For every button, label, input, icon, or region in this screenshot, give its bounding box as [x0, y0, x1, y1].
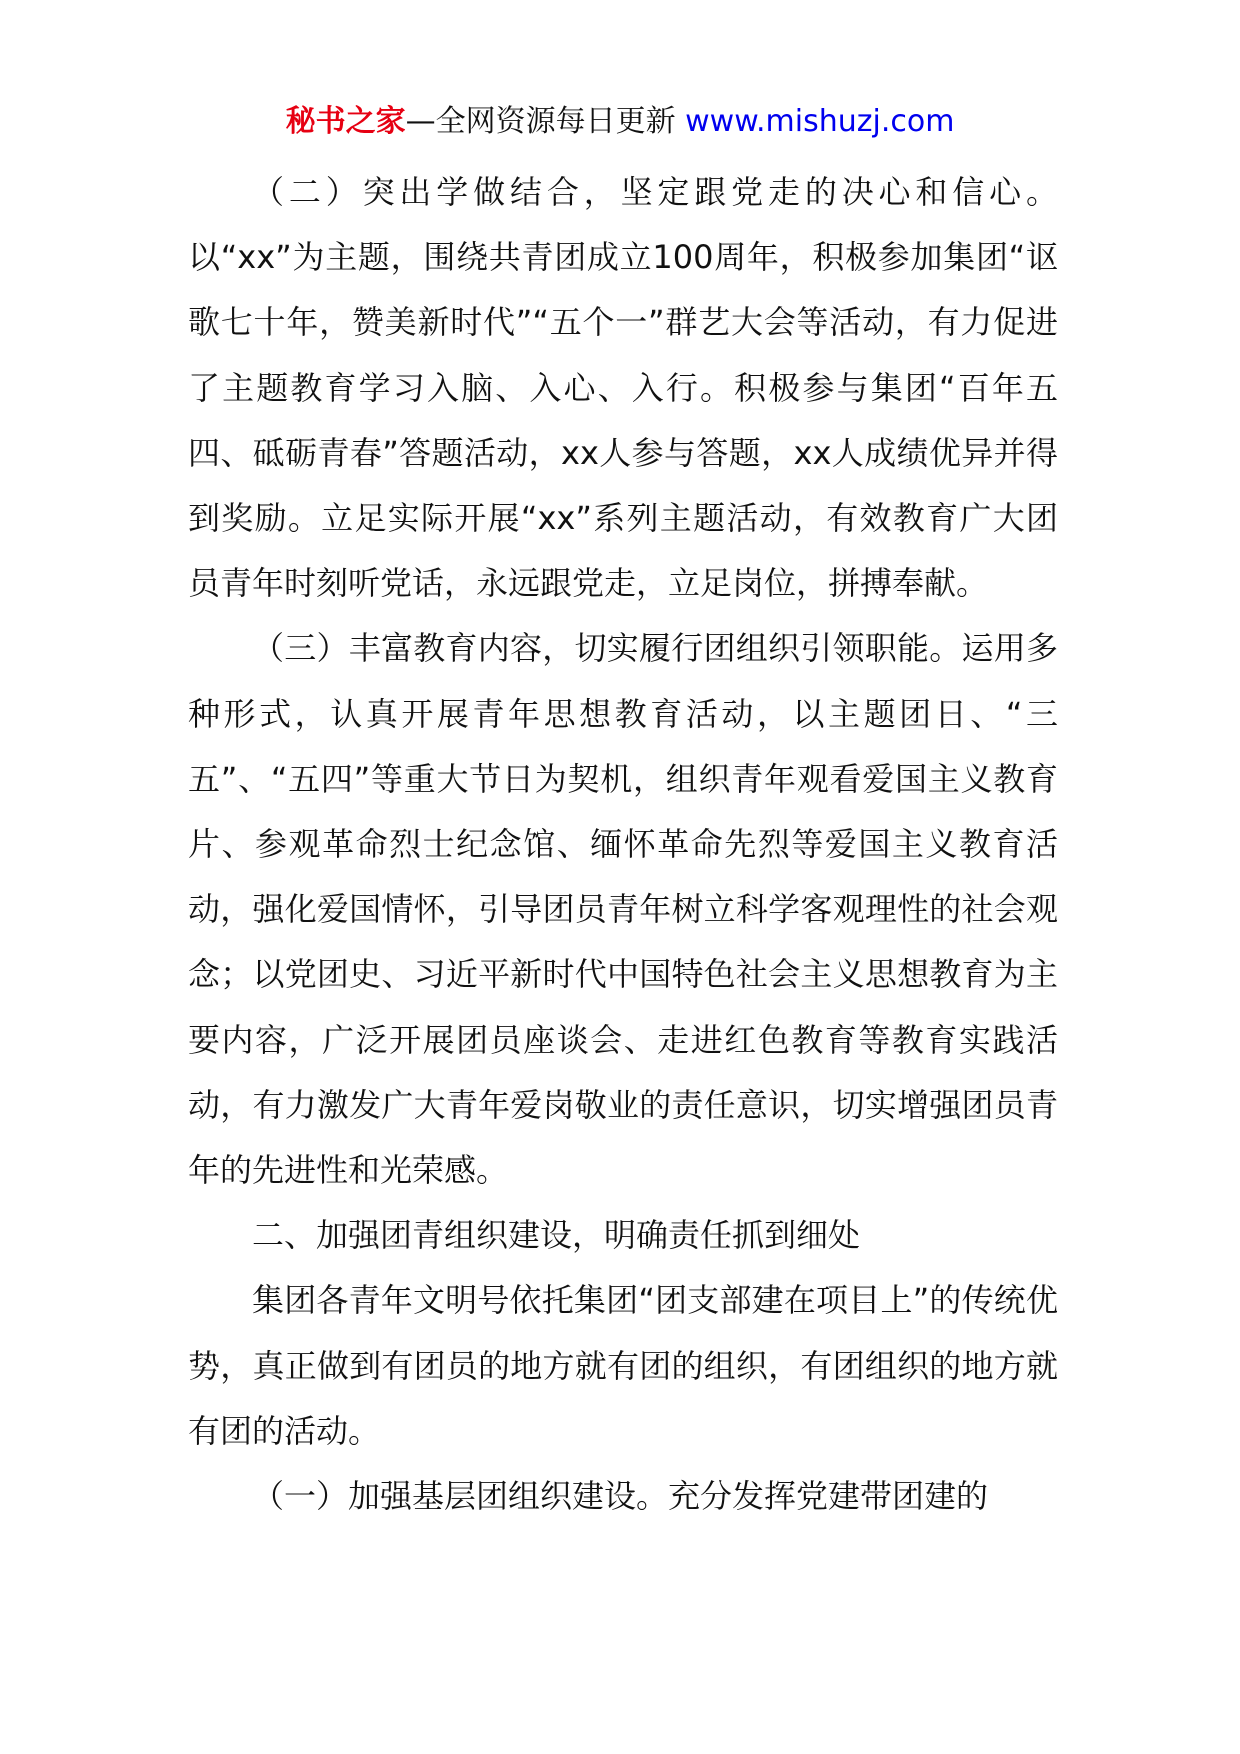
paragraph-youth-activities: （二）突出学做结合，坚定跟党走的决心和信心。以“xx”为主题，围绕共青团成立100周年，积极参加集团“讴歌七十年，赞美新时代”“五个一”群艺大会等活动，有力促进了主题教育学习入脑、入心、入行。积极参与集团“百年五四、砥砺青春”答题活动，xx人参与答题，xx人成绩优异并得到奖励。立足实际开展“xx”系列主题活动，有效教育广大团员青年时刻听党话，永远跟党走，立足岗位，拼搏奉献。: [188, 173, 1058, 603]
paragraph-education-content: （三）丰富教育内容，切实履行团组织引领职能。运用多种形式，认真开展青年思想教育活动，以主题团日、“三五”、“五四”等重大节日为契机，组织青年观看爱国主义教育片、参观革命烈士纪念馆、缅怀革命先烈等爱国主义教育活动，强化爱国情怀，引导团员青年树立科学客观理性的社会观念；以党团史、习近平新时代中国特色社会主义思想教育为主要内容，广泛开展团员座谈会、走进红色教育等教育实践活动，有力激发广大青年爱岗敬业的责任意识，切实增强团员青年的先进性和光荣感。: [188, 629, 1058, 1190]
document-body: [188, 160, 1058, 1529]
paragraph-grassroots: （一）加强基层团组织建设。充分发挥党建带团建的: [252, 1477, 989, 1516]
section-heading-organization: 二、加强团青组织建设，明确责任抓到细处: [252, 1216, 861, 1255]
site-url-link[interactable]: www.mishuzj.com: [685, 104, 955, 139]
paragraph-organization-intro: 集团各青年文明号依托集团“团支部建在项目上”的传统优势，真正做到有团员的地方就有团的组织，有团组织的地方就有团的活动。: [188, 1281, 1058, 1450]
site-header: [0, 102, 1240, 142]
header-slogan: —全网资源每日更新: [405, 104, 676, 139]
brand-name: 秘书之家: [285, 104, 406, 139]
